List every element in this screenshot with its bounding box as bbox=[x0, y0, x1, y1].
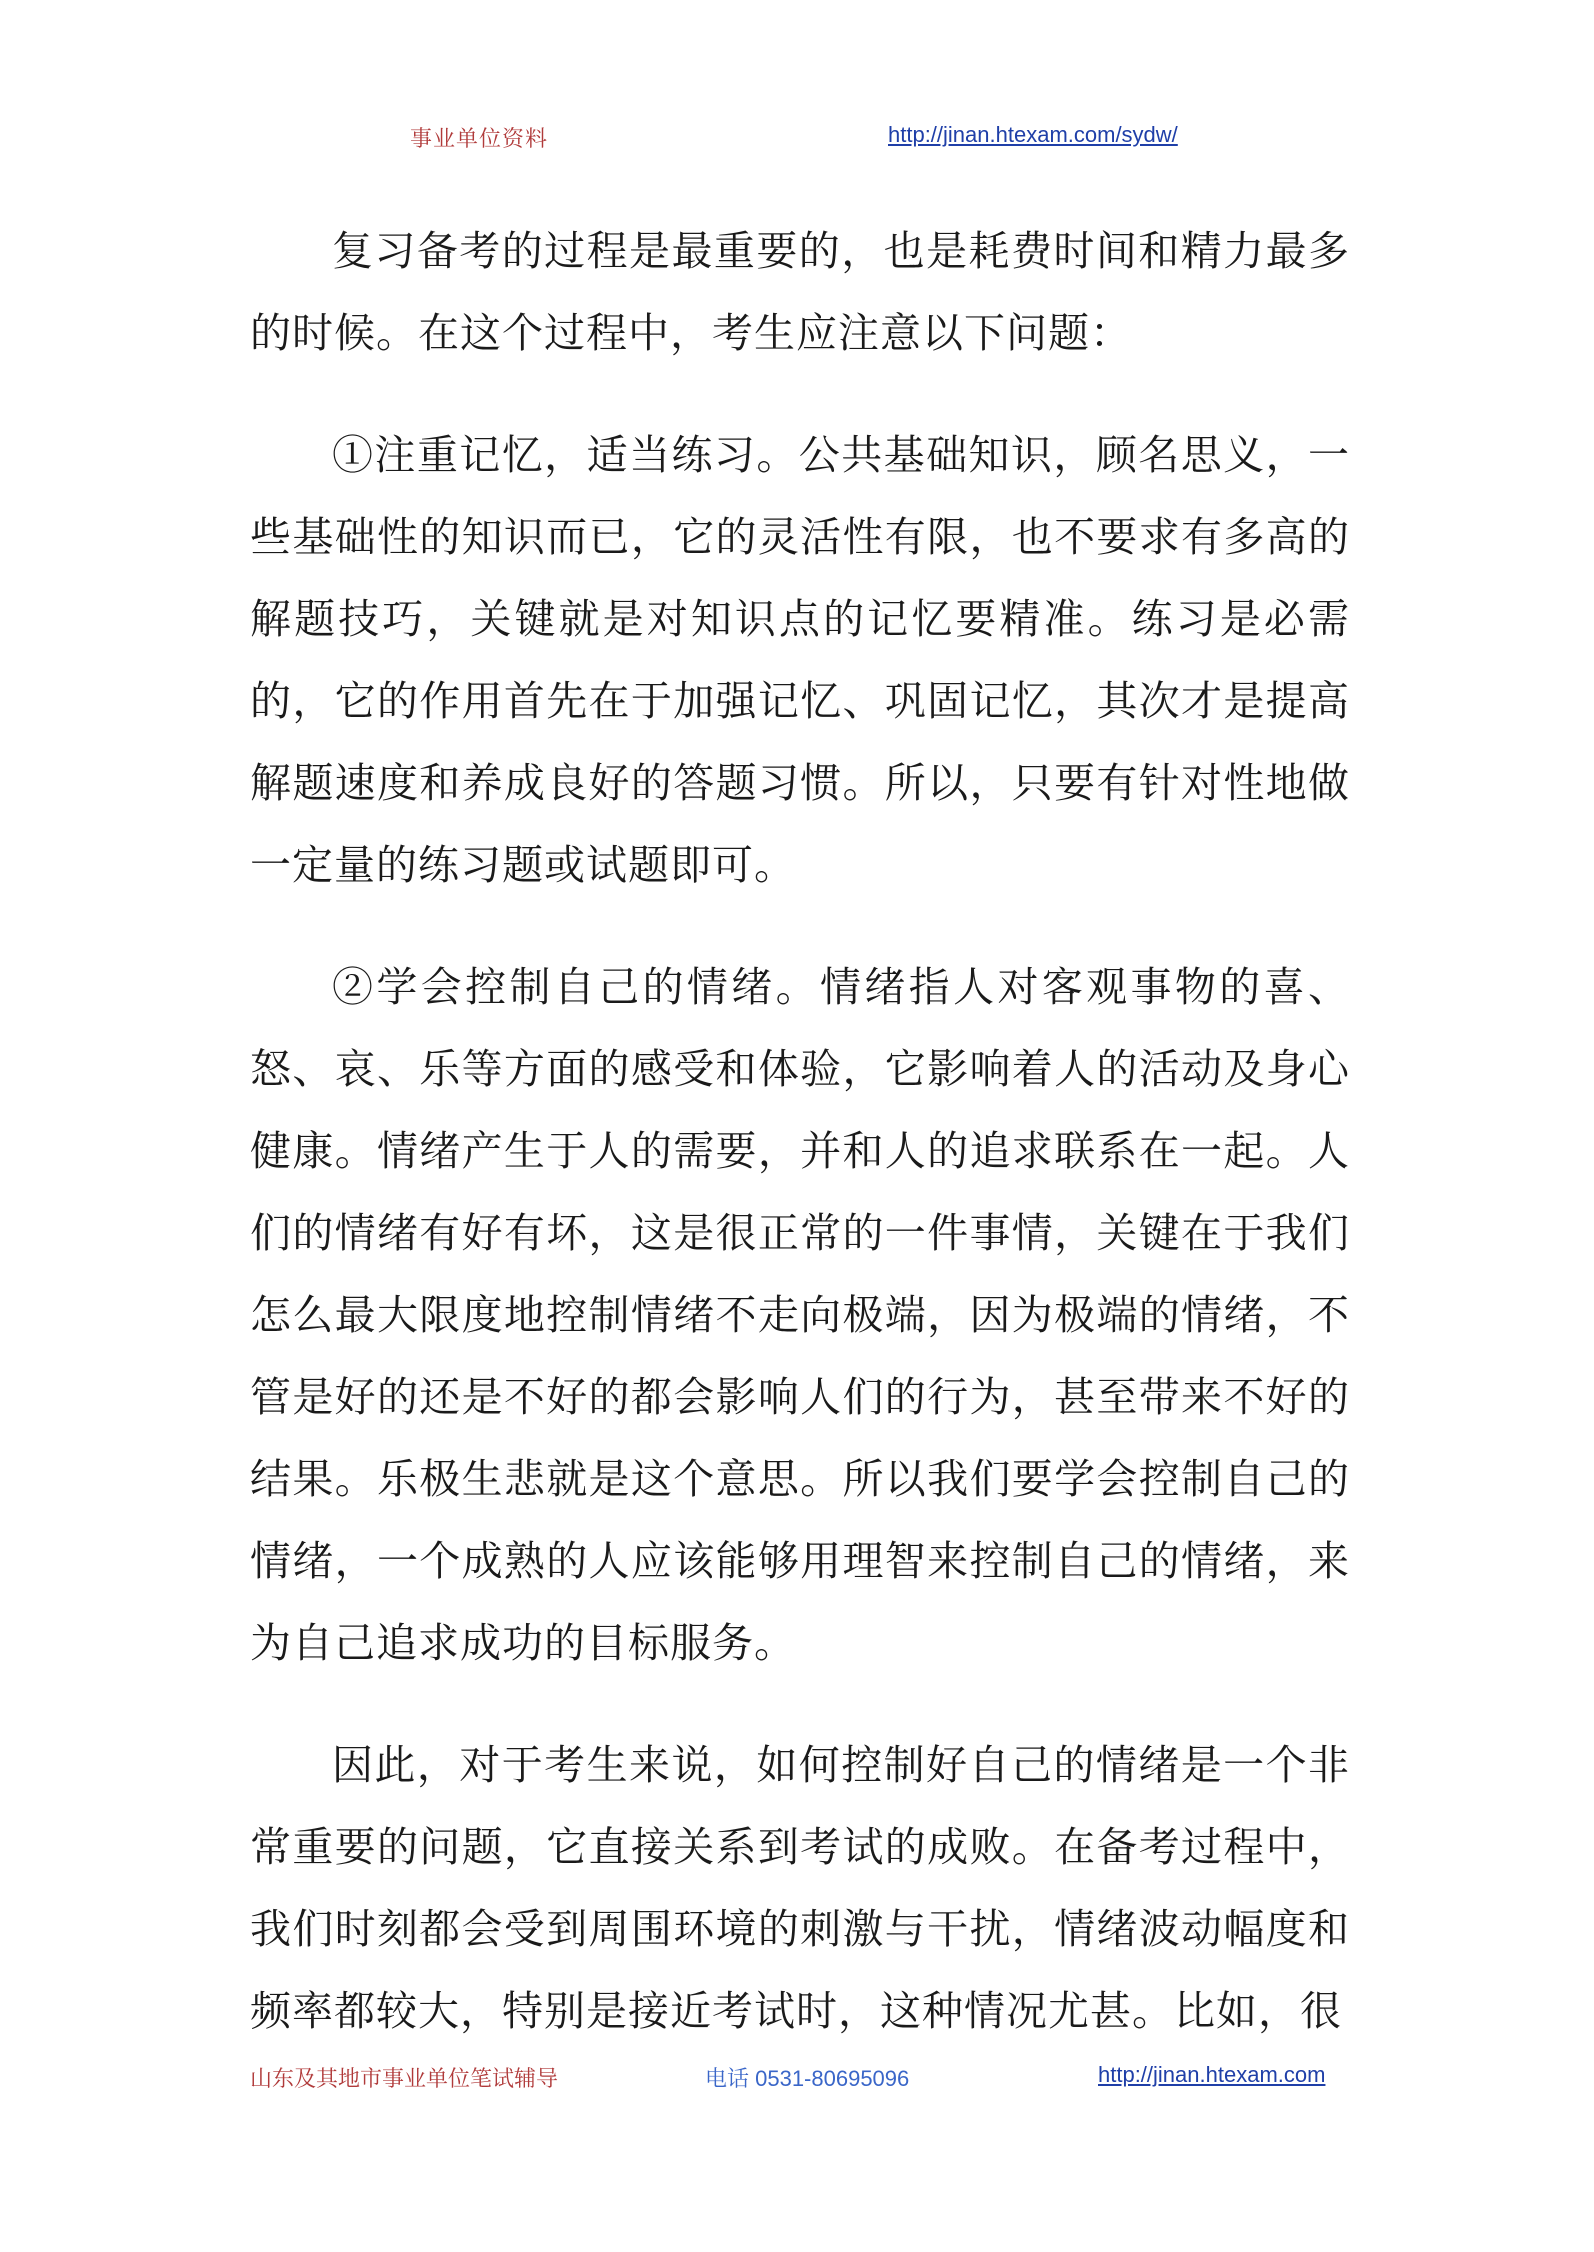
paragraph-intro: 复习备考的过程是最重要的，也是耗费时间和精力最多的时候。在这个过程中，考生应注意以下问题： bbox=[250, 227, 1350, 357]
paragraph-conclusion: 因此，对于考生来说，如何控制好自己的情绪是一个非常重要的问题，它直接关系到考试的成败。在备考过程中，我们时刻都会受到周围环境的刺激与干扰，情绪波动幅度和频率都较大，特别是接近考试时，这种情况尤甚。比如，很 bbox=[250, 1741, 1350, 2035]
footer-title: 山东及其地市事业单位笔试辅导 bbox=[250, 2067, 559, 2092]
paragraph-memory: ①注重记忆，适当练习。公共基础知识，顾名思义，一些基础性的知识而已，它的灵活性有限，也不要求有多高的解题技巧，关键就是对知识点的记忆要精准。练习是必需的，它的作用首先在于加强记忆、巩固记忆，其次才是提高解题速度和养成良好的答题习惯。所以，只要有针对性地做一定量的练习题或试题即可。 bbox=[250, 431, 1350, 889]
document-body bbox=[250, 210, 1350, 2092]
footer-link[interactable]: http://jinan.htexam.com bbox=[1098, 2062, 1326, 2087]
header-title: 事业单位资料 bbox=[410, 127, 549, 152]
footer-phone: 电话 0531-80695096 bbox=[705, 2066, 910, 2091]
header-link[interactable]: http://jinan.htexam.com/sydw/ bbox=[888, 122, 1178, 147]
paragraph-emotion: ②学会控制自己的情绪。情绪指人对客观事物的喜、怒、哀、乐等方面的感受和体验，它影响着人的活动及身心健康。情绪产生于人的需要，并和人的追求联系在一起。人们的情绪有好有坏，这是很正常的一件事情，关键在于我们怎么最大限度地控制情绪不走向极端，因为极端的情绪，不管是好的还是不好的都会影响人们的行为，甚至带来不好的结果。乐极生悲就是这个意思。所以我们要学会控制自己的情绪，一个成熟的人应该能够用理智来控制自己的情绪，来为自己追求成功的目标服务。 bbox=[250, 963, 1350, 1667]
